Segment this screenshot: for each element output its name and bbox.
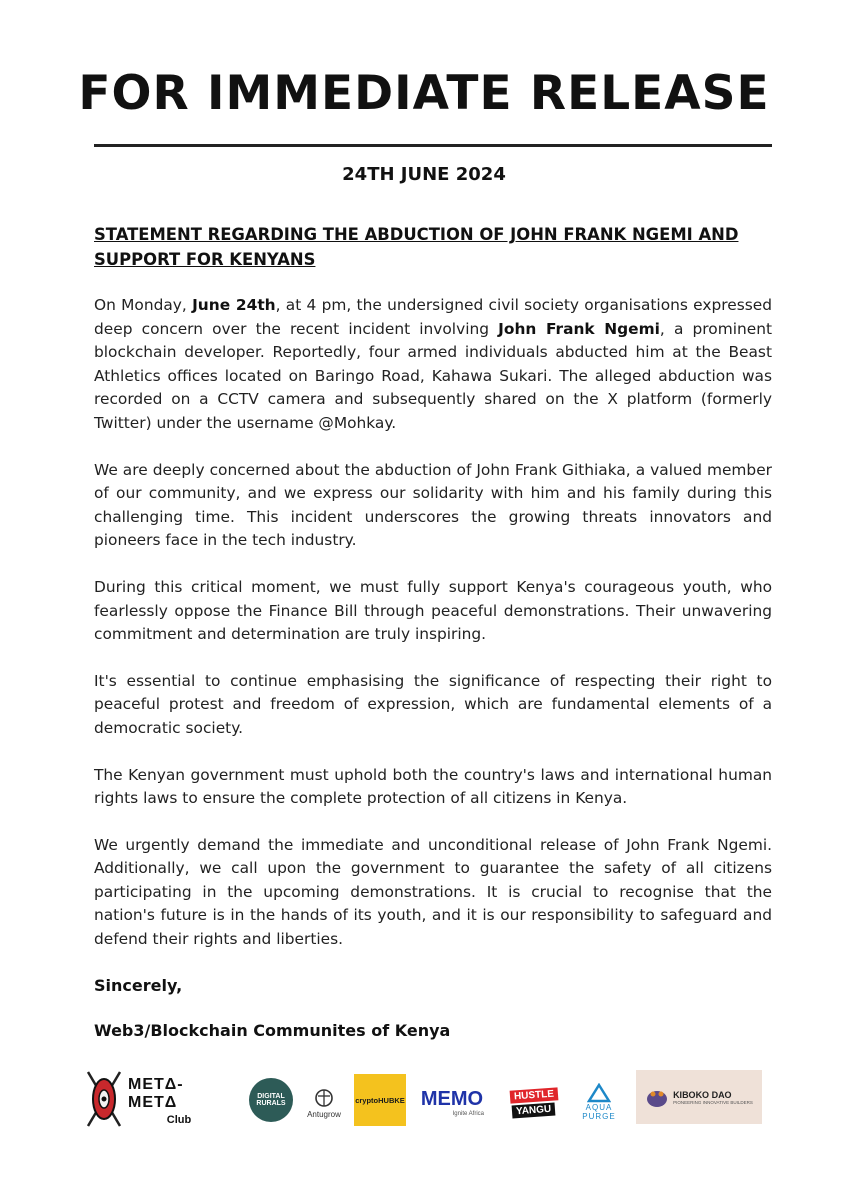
closing-salutation: Sincerely, — [94, 976, 183, 995]
statement-body — [94, 294, 772, 975]
paragraph-1: On Monday, June 24th, at 4 pm, the undersigned civil society organisations expressed deep concern over the recent incident involving John Frank Ngemi, a prominent blockchain developer. Reportedly, four armed individuals abducted him at the Beast Athletics offices located on Baringo Road, Kahawa Sukari. The alleged abduction was recorded on a CCTV camera and subsequently shared on the X platform (formerly Twitter) under the username @Mohkay. — [94, 296, 772, 432]
paragraph-6: We urgently demand the immediate and unconditional release of John Frank Ngemi. Additionally, we call upon the government to guarantee the safety of all citizens participating in the upcoming demonstrations. It is crucial to recognise that the nation's future is in the hands of its youth, and it is our responsibility to safeguard and defend their rights and liberties. — [94, 835, 772, 949]
paragraph-2: We are deeply concerned about the abduction of John Frank Githiaka, a valued member of our community, and we express our solidarity with him and his family during this challenging time. This incident underscores the growing threats innovators and pioneers face in the tech industry. — [94, 460, 772, 550]
name-emphasis: John Frank Ngemi — [498, 319, 660, 338]
title-divider — [94, 144, 772, 147]
statement-heading: STATEMENT REGARDING THE ABDUCTION OF JOHN FRANK NGEMI AND SUPPORT FOR KENYANS — [94, 225, 739, 269]
hippo-icon — [645, 1085, 669, 1109]
aqua-purge-logo: AQUA PURGE — [576, 1076, 622, 1128]
signatory: Web3/Blockchain Communites of Kenya — [94, 1021, 451, 1040]
crypto-hub-ke-logo: cryptoHUBKE — [354, 1074, 406, 1126]
document-title: FOR IMMEDIATE RELEASE — [78, 66, 770, 121]
release-date: 24TH JUNE 2024 — [342, 164, 506, 185]
paragraph-3: During this critical moment, we must fully support Kenya's courageous youth, who fearlessly oppose the Finance Bill through peaceful demonstrations. Their unwavering commitment and determination are truly inspiring. — [94, 577, 772, 644]
antugrow-logo: Antugrow — [298, 1078, 350, 1126]
paragraph-5: The Kenyan government must uphold both the country's laws and international human rights laws to ensure the complete protection of all citizens in Kenya. — [94, 765, 772, 808]
date-emphasis: June 24th — [192, 296, 276, 314]
hustle-yangu-logo: HUSTLE YANGU — [504, 1086, 564, 1120]
partner-logos-strip — [84, 1068, 774, 1130]
antugrow-icon — [314, 1086, 334, 1110]
memo-logo: MEMO Ignite Africa — [420, 1087, 484, 1117]
digital-rurals-logo: DIGITAL RURALS — [249, 1078, 293, 1122]
paragraph-4: It's essential to continue emphasising the significance of respecting their right to peaceful protest and freedom of expression, which are fundamental elements of a democratic society. — [94, 671, 772, 737]
shield-logo — [84, 1070, 124, 1128]
kiboko-dao-logo: KIBOKO DAO PIONEERING INNOVATIVE BUILDERS — [636, 1070, 762, 1124]
meta-meta-club-logo: METΔ-METΔ Club — [128, 1076, 192, 1126]
triangle-icon — [587, 1083, 611, 1103]
